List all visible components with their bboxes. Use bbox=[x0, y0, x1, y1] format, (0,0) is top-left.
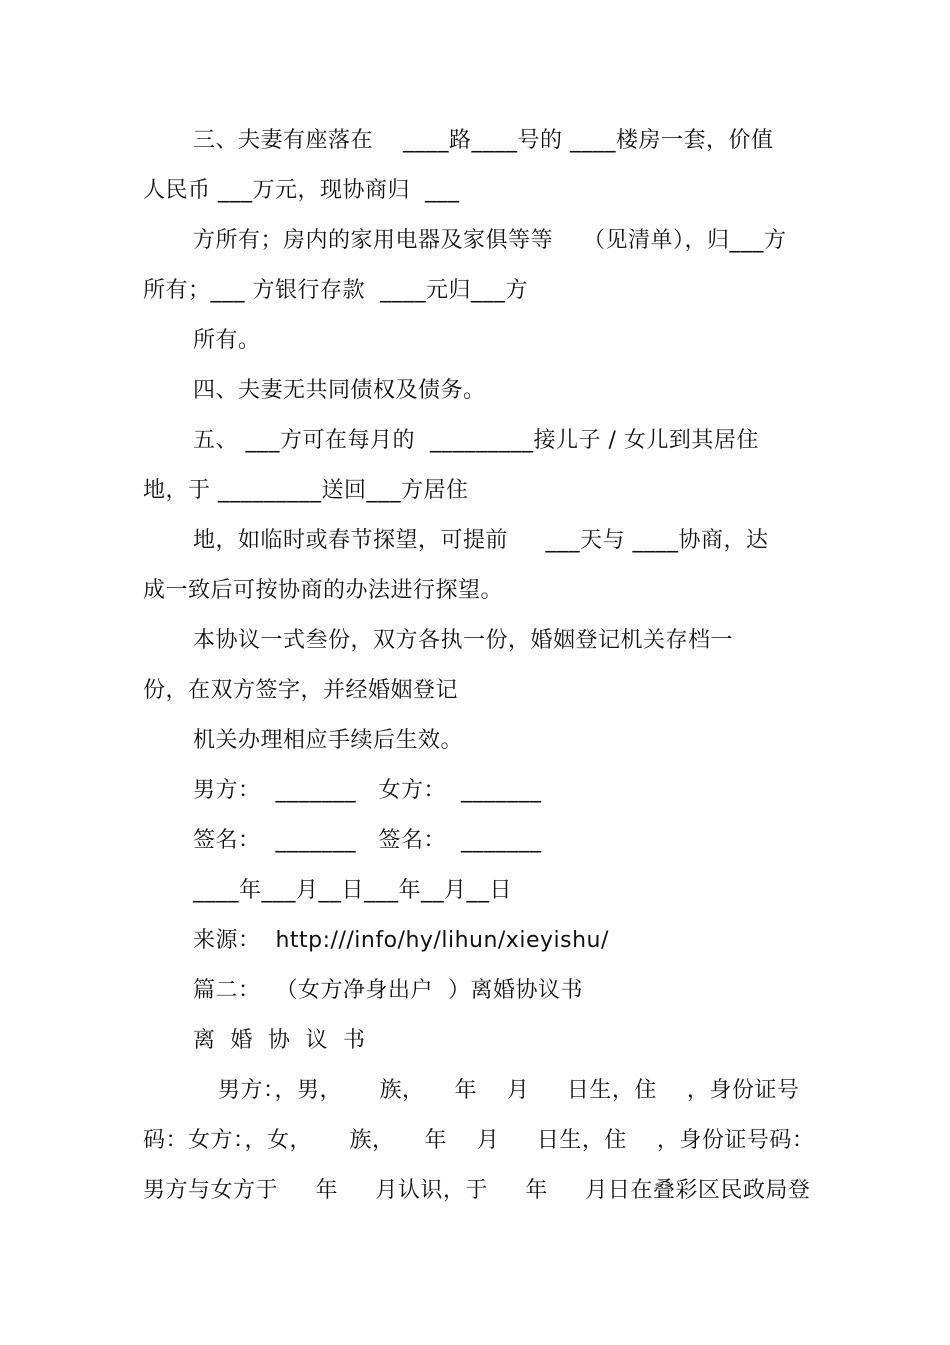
text-line: 份，在双方签字，并经婚姻登记 bbox=[143, 678, 459, 703]
text-line: 男方与女方于 年 月认识，于 年 月日在叠彩区民政局登 bbox=[143, 1178, 811, 1203]
date-line: ____年___月__日___年__月__日 bbox=[193, 878, 513, 903]
section-heading: 篇二： （女方净身出户 ）离婚协议书 bbox=[193, 978, 583, 1003]
text-line: 所有；___ 方银行存款 ____元归___方 bbox=[143, 278, 528, 303]
text-line: 四、夫妻无共同债权及债务。 bbox=[193, 378, 486, 403]
text-line: 三、夫妻有座落在 ____路____号的 ____楼房一套，价值 bbox=[193, 128, 774, 153]
signature-line-signs: 签名： _______ 签名： _______ bbox=[193, 828, 542, 853]
text-line: 机关办理相应手续后生效。 bbox=[193, 728, 464, 753]
text-line: 成一致后可按协商的办法进行探望。 bbox=[143, 578, 504, 603]
text-line: 人民币 ___万元，现协商归 ___ bbox=[143, 178, 460, 203]
text-line: 男方：，男， 族， 年 月 日生，住 ，身份证号 bbox=[218, 1078, 800, 1103]
text-line: 地，如临时或春节探望，可提前 ___天与 ____协商，达 bbox=[193, 528, 769, 553]
document-title: 离 婚 协 议 书 bbox=[193, 1028, 366, 1053]
signature-line-names: 男方： _______ 女方： _______ bbox=[193, 778, 542, 803]
text-line: 所有。 bbox=[193, 328, 261, 353]
source-line: 来源： http:///info/hy/lihun/xieyishu/ bbox=[193, 928, 609, 953]
text-line: 方所有；房内的家用电器及家俱等等 （见清单），归___方 bbox=[193, 228, 787, 253]
text-line: 本协议一式叁份，双方各执一份，婚姻登记机关存档一 bbox=[193, 628, 734, 653]
text-line: 码：女方：，女， 族， 年 月 日生，住 ，身份证号码： bbox=[143, 1128, 815, 1153]
text-line: 五、 ___方可在每月的 _________接儿子 / 女儿到其居住 bbox=[193, 428, 759, 453]
text-line: 地，于 _________送回___方居住 bbox=[143, 478, 469, 503]
